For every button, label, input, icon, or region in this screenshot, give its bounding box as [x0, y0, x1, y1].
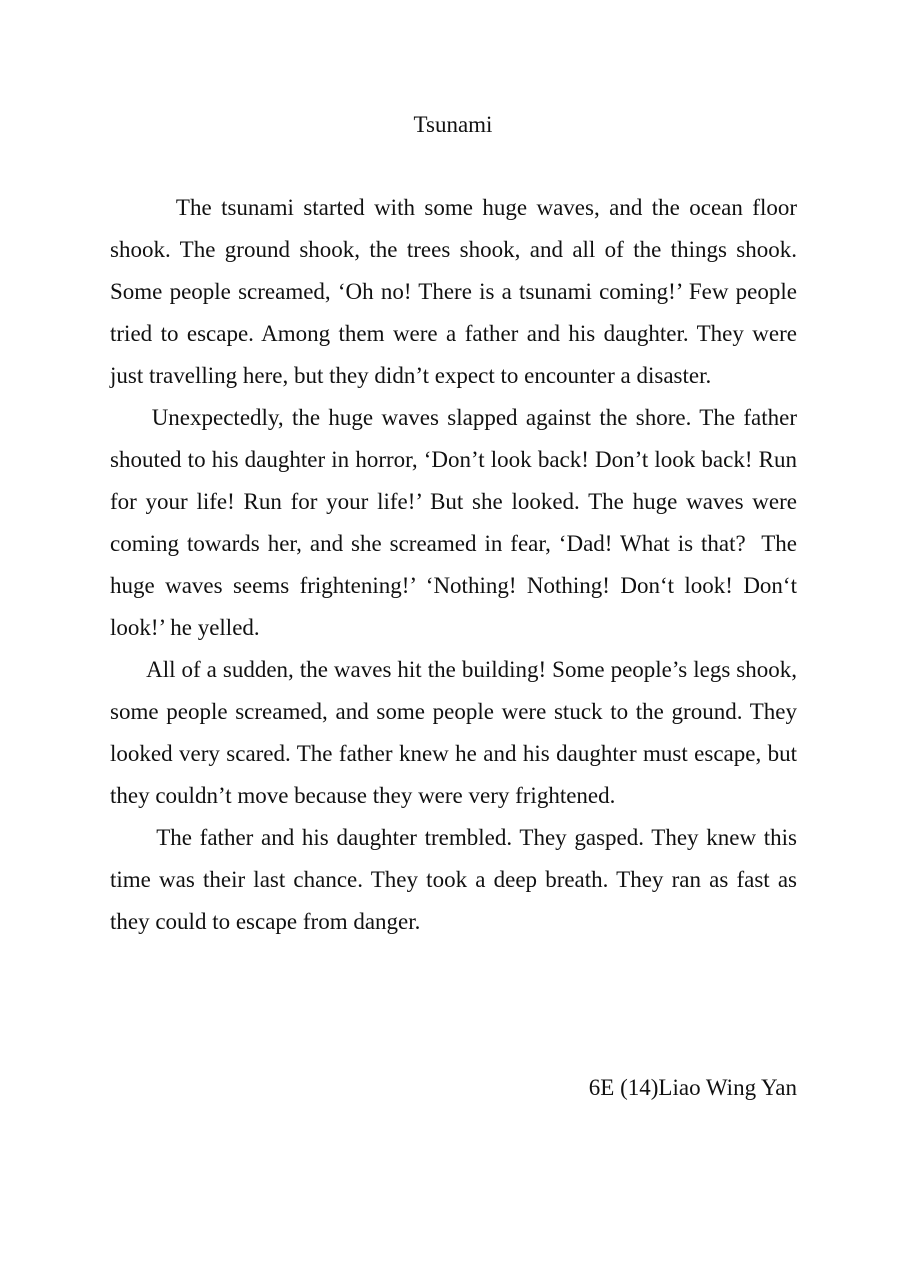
author-signature: 6E (14)Liao Wing Yan [588, 1075, 797, 1100]
paragraph-4: The father and his daughter trembled. They gasped. They knew this time was their last chance. They took a deep breath. They ran as fast as they could to escape from danger. [110, 825, 803, 934]
story-body [110, 187, 803, 943]
page-title: Tsunami [413, 112, 493, 137]
paragraph-2: Unexpectedly, the huge waves slapped against the shore. The father shouted to his daughter in horror, ‘Don’t look back! Don’t look back! Run for your life! Run for your life!’ But she looked. The huge waves were coming towards her, and she screamed in fear, ‘Dad! What is that? The huge waves seems frightening!’ ‘Nothing! Nothing! Don‘t look! Don‘t look!’ he yelled. [110, 405, 803, 640]
paragraph-1: The tsunami started with some huge waves, and the ocean floor shook. The ground shook, the trees shook, and all of the things shook. Some people screamed, ‘Oh no! There is a tsunami coming!’ Few people tried to escape. Among them were a father and his daughter. They were just travelling here, but they didn’t expect to encounter a disaster. [110, 195, 803, 388]
paragraph-3: All of a sudden, the waves hit the building! Some people’s legs shook, some people screamed, and some people were stuck to the ground. They looked very scared. The father knew he and his daughter must escape, but they couldn’t move because they were very frightened. [110, 657, 803, 808]
